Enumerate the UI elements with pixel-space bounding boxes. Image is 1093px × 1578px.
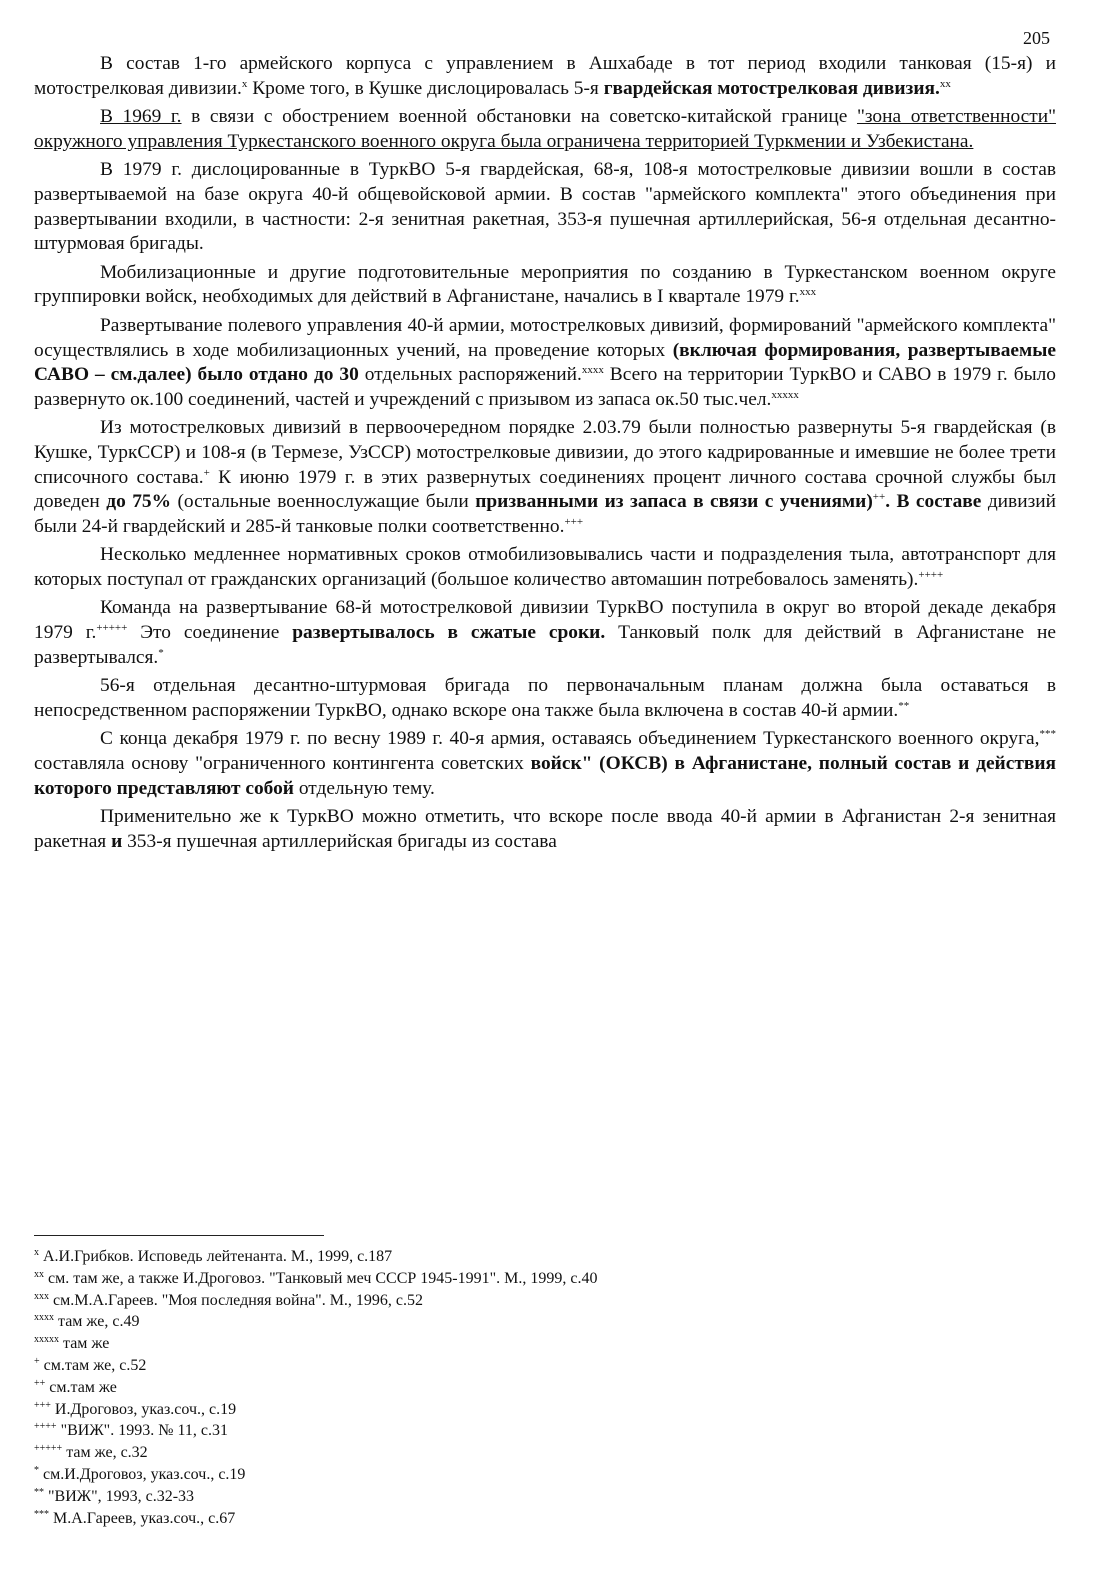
footnote (34, 1508, 934, 1530)
footnote-reference: ** (898, 699, 910, 712)
text-run: (остальные военнослужащие были (171, 491, 476, 513)
text-run: отдельную тему. (293, 777, 435, 799)
text-run: развертывалось в сжатые сроки. (292, 622, 606, 644)
text-run: Применительно же к ТуркВО можно отметить, что вскоре после ввода 40-й армии в Афганистан 2-я зенитная ракетная (34, 806, 1056, 852)
footnote-text: "ВИЖ", 1993, с.32-33 (48, 1487, 195, 1505)
paragraph (34, 727, 1056, 801)
paragraph (34, 158, 1056, 256)
footnotes (34, 1246, 934, 1529)
text-run: В 1979 г. дислоцированные в ТуркВО 5-я гвардейская, 68-я, 108-я мотострелковые дивизии вошли в состав развертываемой на базе округа 40-й общевойсковой армии. В состав "армейского комплекта" этого объединения при развертывании входили, в частности: 2-я зенитная ракетная, 353-я пушечная артиллерийская, 56-я отдельная десантно-штурмовая бригады. (34, 159, 1056, 255)
footnote-text: там же, с.32 (66, 1444, 148, 1462)
text-run: войск" (ОКСВ) в Афганистане, полный состав и действия которого представляют собой (34, 753, 1056, 799)
text-run: Из мотострелковых дивизий в первоочередном порядке 2.03.79 были полностью развернуты 5-я гвардейская (в Кушке, ТуркССР) и 108-я (в Термезе, УзССР) мотострелковые дивизии, до этого кадрированные и имевшие не более трети списочного состава. (34, 417, 1056, 488)
footnote-text: "ВИЖ". 1993. № 11, с.31 (60, 1422, 228, 1440)
text-run: "зона ответственности" окружного управления Туркестанского военного округа была ограничена территорией Туркмении и Узбекистана. (34, 106, 1057, 152)
text-run: отдельных распоряжений. (358, 364, 582, 386)
footnote (34, 1399, 934, 1421)
text-run: Всего на территории ТуркВО и САВО в 1979 г. было развернуто ок.100 соединений, частей и учреждений с призывом из запаса ок.50 тыс.чел. (34, 364, 1056, 410)
footnote-mark: ** (34, 1486, 44, 1498)
footnote (34, 1268, 934, 1290)
footnote-reference: xxxx (581, 364, 604, 377)
text-run: и (111, 830, 123, 852)
text-run: гвардейская мотострелковая дивизия. (603, 77, 940, 99)
footnote-mark: *** (34, 1508, 49, 1520)
paragraph (34, 543, 1056, 592)
footnote-reference: x (241, 77, 248, 90)
footnote-mark: xx (34, 1268, 44, 1280)
text-run: Развертывание полевого управления 40-й армии, мотострелковых дивизий, формирований "армейского комплекта" осуществлялись в ходе мобилизационных учений, на проведение которых (34, 314, 1056, 361)
text-run: призванными из запаса в связи с учениями) (475, 491, 873, 513)
footnote (34, 1290, 934, 1312)
text-run: составляла основу "ограниченного контингента советских (34, 753, 531, 775)
footnote-separator (34, 1235, 324, 1236)
footnote-reference: xxxxx (771, 388, 799, 401)
footnote-text: там же, с.49 (58, 1313, 140, 1331)
footnote-mark: xxxx (34, 1312, 54, 1324)
paragraph (34, 805, 1056, 854)
footnote-mark: ++ (34, 1377, 46, 1389)
text-run: дивизий были 24-й гвардейский и 285-й танковые полки соответственно. (34, 491, 1057, 537)
text-run: в связи с обострением военной обстановки на советско-китайской границе (181, 106, 857, 128)
text-run: К июню 1979 г. в этих развернутых соединениях процент личного состава срочной службы был доведен (34, 466, 1057, 513)
footnote (34, 1355, 934, 1377)
paragraph (34, 596, 1056, 670)
footnote-text: И.Дроговоз, указ.соч., с.19 (54, 1400, 237, 1418)
footnote-text: см. там же, а также И.Дроговоз. "Танковый меч СССР 1945-1991". М., 1999, с.40 (48, 1269, 598, 1287)
text-run: Команда на развертывание 68-й мотострелковой дивизии ТуркВО поступила в округ во второй декаде декабря 1979 г. (34, 597, 1056, 644)
paragraph (34, 674, 1056, 723)
footnote-reference: +++ (564, 515, 584, 528)
text-run: 56-я отдельная десантно-штурмовая бригада по первоначальным планам должна была оставаться в непосредственном распоряжении ТуркВО, однако вскоре она также была включена в состав 40-й армии. (34, 675, 1056, 721)
footnote-text: там же (63, 1335, 110, 1353)
footnote-mark: * (34, 1464, 39, 1476)
text-run: (включая формирования, развертываемые САВО – см.далее) было отдано до 30 (34, 339, 1056, 386)
paragraph (34, 416, 1056, 539)
footnote-reference: xxx (799, 286, 817, 299)
footnote-reference: +++++ (96, 622, 128, 635)
text-run: Танковый полк для действий в Афганистане не развертывался. (34, 622, 1057, 668)
text-run: В состав 1-го армейского корпуса с управлением в Ашхабаде в тот период входили танковая (15-я) и мотострелковая дивизии. (34, 53, 1056, 99)
text-run: С конца декабря 1979 г. по весну 1989 г. 40-я армия, оставаясь объединением Туркестанского военного округа, (100, 728, 1040, 750)
footnote-mark: xxx (34, 1290, 49, 1302)
text-run: . В составе (885, 491, 982, 513)
text-run: Кроме того, в Кушке дислоцировалась 5-я (247, 77, 604, 99)
footnote (34, 1377, 934, 1399)
page-number: 205 (1023, 28, 1050, 48)
footnote-mark: + (34, 1355, 40, 1367)
footnote-reference: *** (1039, 728, 1056, 741)
footnote-reference: * (158, 646, 164, 659)
footnote (34, 1420, 934, 1442)
footnote-mark: +++ (34, 1399, 51, 1411)
footnote-mark: x (34, 1247, 39, 1258)
text-run: Несколько медленнее нормативных сроков отмобилизовывались части и подразделения тыла, автотранспорт для которых поступал от гражданских организаций (большое количество автомашин потребовалось заменять). (34, 544, 1056, 590)
paragraph (34, 314, 1056, 412)
text-run: до 75% (106, 491, 172, 513)
footnote-mark: xxxxx (34, 1334, 59, 1346)
footnote (34, 1464, 934, 1486)
paragraph (34, 52, 1056, 101)
footnote-text: М.А.Гареев, указ.соч., с.67 (53, 1509, 236, 1527)
paragraph (34, 261, 1056, 310)
text-run: Это соединение (127, 622, 293, 644)
footnote-text: см.М.А.Гареев. "Моя последняя война". М., 1996, с.52 (53, 1291, 424, 1309)
footnote-reference: ++++ (918, 568, 944, 581)
footnote (34, 1311, 934, 1333)
footnote (34, 1333, 934, 1355)
footnote (34, 1486, 934, 1508)
paragraph (34, 105, 1056, 154)
text-run: В 1969 г. (100, 106, 182, 128)
text-run: Мобилизационные и другие подготовительные мероприятия по созданию в Туркестанском военном округе группировки войск, необходимых для действий в Афганистане, начались в I квартале 1979 г. (34, 261, 1056, 308)
footnote-text: см.там же, с.52 (43, 1356, 147, 1374)
footnote-mark: +++++ (34, 1443, 63, 1455)
footnote (34, 1246, 934, 1268)
footnote-text: см.И.Дроговоз, указ.соч., с.19 (43, 1465, 246, 1483)
body-text (34, 52, 1056, 858)
footnote-reference: xx (939, 77, 951, 90)
footnote-reference: + (203, 466, 210, 479)
footnote-mark: ++++ (34, 1421, 57, 1433)
footnote-text: см.там же (49, 1378, 117, 1396)
footnote-text: А.И.Грибков. Исповедь лейтенанта. М., 1999, с.187 (43, 1248, 393, 1265)
footnote (34, 1442, 934, 1464)
footnote-reference: ++ (872, 491, 886, 504)
text-run: 353-я пушечная артиллерийская бригады из состава (122, 830, 557, 852)
